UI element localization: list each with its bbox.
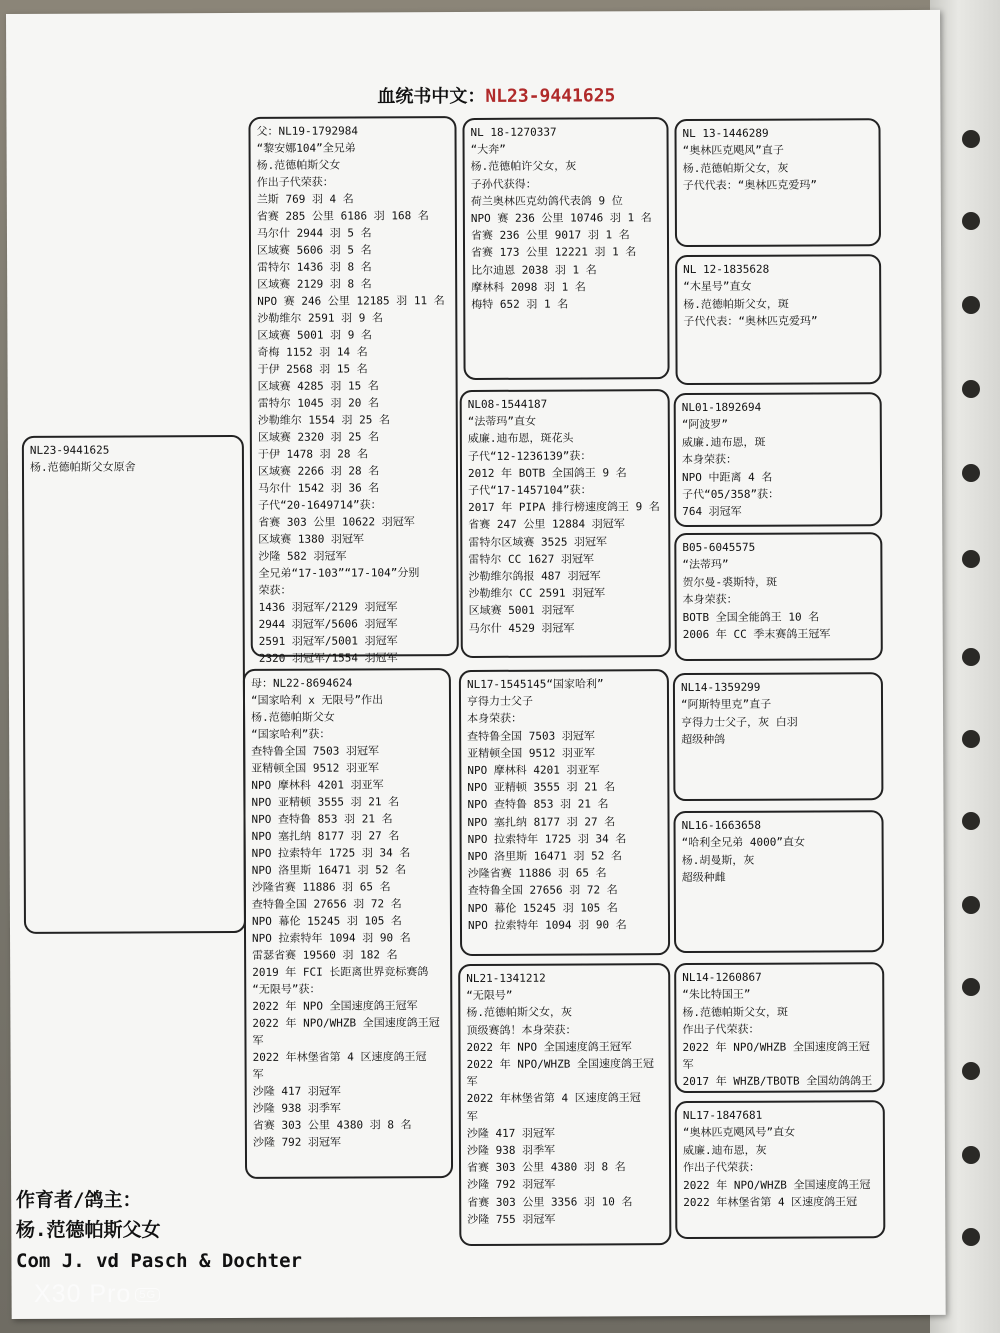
binder-hole (962, 1062, 980, 1080)
watermark-brand: X30 Pro (34, 1280, 132, 1308)
dam-dam-line: 省赛 303 公里 4380 羽 8 名 (467, 1160, 626, 1175)
sire-box (248, 116, 458, 665)
sire-line: 区域赛 5001 羽 9 名 (257, 328, 373, 342)
sd-sire-box (674, 392, 883, 527)
dam-line: 查特鲁全国 27656 羽 72 名 (251, 897, 402, 911)
sire-dam-line: 子代“17-1457104”获： (468, 483, 592, 498)
sire-line: 区域赛 2266 羽 28 名 (257, 464, 380, 478)
sire-line: 马尔什 2944 羽 5 名 (256, 226, 372, 240)
dam-sire-line: 查特鲁全国 7503 羽冠军 (467, 729, 595, 743)
sire-sire-line: 省赛 236 公里 9017 羽 1 名 (470, 228, 630, 243)
sire-sire-line: 比尔迪恩 2038 羽 1 名 (471, 263, 597, 277)
binder-hole (962, 380, 980, 398)
sire-dam-line: 沙勒维尔 CC 2591 羽冠军 (468, 586, 606, 601)
dam-line: “国家哈利”获： (251, 727, 331, 741)
dam-dam-line: 杨.范德帕斯父女，灰 (466, 1005, 573, 1020)
great-grandparent-line: 贺尔曼-裘斯特，斑 (682, 575, 778, 589)
binder-hole (962, 1228, 980, 1246)
sire-line: 奇梅 1152 羽 14 名 (257, 345, 368, 359)
dam-line: NPO 亚精顿 3555 羽 21 名 (251, 795, 400, 809)
dam-sire-line: NPO 洛里斯 16471 羽 52 名 (467, 849, 623, 864)
sire-sire-line: “大奔” (470, 143, 506, 157)
dam-line: 母：NL22-8694624 (250, 676, 353, 690)
ss-dam-box (675, 254, 882, 385)
binder-hole (962, 130, 980, 148)
sire-line: 2591 羽冠军/5001 羽冠军 (258, 634, 398, 648)
great-grandparent-line: NL17-1847681 (682, 1108, 763, 1123)
sire-line: 区域赛 2129 羽 8 名 (257, 277, 372, 291)
great-grandparent-line: 威廉.迪布恩，灰 (682, 1143, 767, 1157)
great-grandparent-line: 军 (682, 1058, 694, 1072)
great-grandparent-line: 764 羽冠军 (682, 505, 742, 519)
dam-line: 军 (252, 1067, 264, 1081)
great-grandparent-line: NL14-1260867 (682, 970, 762, 985)
great-grandparent-line: NL 12-1835628 (683, 262, 770, 277)
dam-line: 查特鲁全国 7503 羽冠军 (251, 744, 379, 758)
dam-dam-line: NL21-1341212 (466, 971, 546, 986)
dam-dam-line: 沙隆 755 羽冠军 (467, 1212, 556, 1226)
binder-hole (962, 896, 980, 914)
great-grandparent-line: 亨得力士父子，灰 白羽 (681, 715, 798, 729)
sire-line: 2944 羽冠军/5606 羽冠军 (258, 617, 398, 631)
pedigree-sheet (6, 10, 946, 1319)
dam-sire-line: 亚精顿全国 9512 羽亚军 (467, 746, 596, 760)
dam-sire-box (459, 669, 670, 956)
great-grandparent-line: “法蒂玛” (682, 558, 729, 572)
sire-line: 子代“20-1649714”获： (258, 498, 382, 512)
dam-line: 沙隆 938 羽季军 (252, 1101, 341, 1115)
dam-line: “无限号”获： (252, 982, 321, 996)
great-grandparent-line: 杨.胡曼斯，灰 (681, 853, 755, 867)
dam-line: 杨.范德帕斯父女 (251, 710, 335, 724)
breeder-name-cn: 杨.范德帕斯父女 (16, 1219, 161, 1241)
breeder-footer (16, 1185, 302, 1277)
dam-sire-line: NPO 塞扎纳 8177 羽 27 名 (467, 814, 616, 829)
sire-dam-line: 威廉.迪布恩，斑花头 (467, 431, 574, 446)
dam-line: 沙隆 792 羽冠军 (252, 1135, 342, 1149)
great-grandparent-line: 本身荣获： (682, 593, 738, 607)
sire-line: 全兄弟“17-103”“17-104”分别 (258, 566, 420, 580)
dam-dam-line: 沙隆 792 羽冠军 (467, 1178, 556, 1192)
sire-sire-line: 摩林科 2098 羽 1 名 (471, 280, 586, 294)
great-grandparent-line: 杨.范德帕斯父女，灰 (682, 161, 789, 175)
sire-line: 沙勒维尔 1554 羽 25 名 (257, 413, 391, 427)
ss-sire-box (674, 118, 881, 247)
great-grandparent-line: “哈利全兄弟 4000”直女 (681, 835, 806, 850)
dam-line: 2019 年 FCI 长距离世界竞标赛鸽 (252, 965, 429, 979)
dam-line: 沙隆省赛 11886 羽 65 名 (251, 880, 391, 894)
great-grandparent-line: 威廉.迪布恩，斑 (681, 435, 766, 449)
dam-line: NPO 洛里斯 16471 羽 52 名 (251, 863, 407, 877)
dam-box (243, 668, 453, 1179)
binder-hole (962, 212, 980, 230)
great-grandparent-line: 超级种雌 (681, 871, 726, 885)
dam-line: NPO 塞扎纳 8177 羽 27 名 (251, 829, 400, 843)
sire-line: 作出子代荣获： (256, 175, 334, 189)
sire-line: 区域赛 5606 羽 5 名 (257, 243, 372, 257)
great-grandparent-line: 子代代表：“奥林匹克爱玛” (682, 178, 818, 193)
sire-line: “黎安娜104”全兄弟 (256, 141, 356, 155)
sire-dam-line: 2012 年 BOTB 全国鸽王 9 名 (467, 466, 627, 480)
dam-line: NPO 查特鲁 853 羽 21 名 (251, 812, 393, 826)
great-grandparent-line: “朱比特国王” (682, 988, 751, 1002)
ds-sire-box (673, 672, 884, 801)
dam-line: 亚精顿全国 9512 羽亚军 (251, 761, 380, 775)
sd-dam-box (674, 532, 883, 661)
dam-sire-line: NL17-1545145“国家哈利” (466, 677, 604, 691)
great-grandparent-line: NL 13-1446289 (682, 126, 769, 141)
great-grandparent-line: 本身荣获： (681, 453, 737, 467)
sire-line: 省赛 285 公里 6186 羽 168 名 (256, 209, 429, 223)
dam-sire-line: 亨得力士父子 (466, 694, 534, 709)
great-grandparent-line: 杨.范德帕斯父女，斑 (683, 297, 789, 311)
dam-sire-line: NPO 拉索特年 1725 羽 34 名 (467, 832, 627, 846)
sire-line: 荣获： (258, 583, 292, 597)
great-grandparent-line: 2022 年林堡省第 4 区速度鸽王冠 (683, 1195, 858, 1210)
sire-sire-box (462, 117, 669, 380)
sire-sire-line: 子孙代获得： (470, 177, 537, 191)
dam-dam-line: 顶级赛鸽！本身荣获： (466, 1023, 577, 1037)
sire-line: 区域赛 4285 羽 15 名 (257, 379, 379, 393)
title-prefix: 血统书中文： (377, 85, 486, 108)
great-grandparent-line: “奥林匹克飓风号”直女 (682, 1125, 796, 1140)
sire-dam-line: 2017 年 PIPA 排行榜速度鸽王 9 名 (468, 500, 660, 515)
dam-line: 2022 年 NPO 全国速度鸽王冠军 (252, 999, 418, 1013)
binder-hole (962, 550, 980, 568)
great-grandparent-line: BOTB 全国全能鸽王 10 名 (682, 610, 820, 624)
dam-dam-line: 2022 年林堡省第 4 区速度鸽王冠 (466, 1091, 641, 1106)
sire-line: 杨.范德帕斯父女 (256, 158, 341, 172)
subject-line: NL23-9441625 (29, 443, 110, 457)
great-grandparent-line: “阿斯特里克”直子 (680, 698, 772, 712)
sire-dam-line: 雷特尔 CC 1627 羽冠军 (468, 552, 595, 566)
sire-sire-line: NL 18-1270337 (470, 125, 557, 139)
dd-sire-box (674, 962, 885, 1093)
sire-line: 雷特尔 1045 羽 20 名 (257, 396, 379, 410)
great-grandparent-line: NL01-1892694 (681, 400, 762, 415)
great-grandparent-line: NL16-1663658 (681, 818, 762, 833)
ds-dam-box (673, 810, 884, 953)
great-grandparent-line: B05-6045575 (682, 540, 756, 555)
great-grandparent-line: 2017 年 WHZB/TBOTB 全国幼鸽鸽王 (682, 1074, 873, 1089)
dam-sire-line: NPO 拉索特年 1094 羽 90 名 (467, 918, 627, 932)
dd-dam-box (675, 1100, 886, 1239)
subject-line: 杨.范德帕斯父女原舍 (29, 460, 136, 475)
dam-dam-line: 军 (466, 1075, 478, 1089)
great-grandparent-line: “阿波罗” (681, 418, 729, 432)
title-code: NL23-9441625 (485, 85, 616, 107)
dam-sire-line: NPO 查特鲁 853 羽 21 名 (467, 797, 609, 812)
binder-hole (962, 812, 980, 830)
dam-dam-line: 沙隆 417 羽冠军 (466, 1126, 556, 1140)
great-grandparent-line: “木星号”直女 (683, 280, 752, 294)
sire-dam-line: NL08-1544187 (467, 397, 548, 411)
sire-sire-line: 杨.范德帕许父女，灰 (470, 159, 577, 174)
great-grandparent-line: 超级种鸽 (681, 733, 726, 747)
binder-hole (962, 978, 980, 996)
sire-line: 雷特尔 1436 羽 8 名 (257, 260, 372, 274)
camera-watermark (34, 1280, 160, 1309)
great-grandparent-line: 作出子代荣获： (682, 1022, 760, 1037)
sire-dam-line: 马尔什 4529 羽冠军 (468, 621, 575, 635)
binder-hole (962, 296, 980, 314)
sire-line: 马尔什 1542 羽 36 名 (258, 481, 380, 495)
dam-line: 沙隆 417 羽冠军 (252, 1084, 341, 1098)
dam-dam-line: 省赛 303 公里 3356 羽 10 名 (467, 1194, 633, 1209)
great-grandparent-line: 2022 年 NPO/WHZB 全国速度鸽王冠 (683, 1177, 871, 1192)
dam-dam-box (458, 963, 671, 1246)
dam-line: 雷瑟省赛 19560 羽 182 名 (252, 948, 398, 962)
great-grandparent-line: 2022 年 NPO/WHZB 全国速度鸽王冠 (682, 1039, 870, 1054)
dam-line: 军 (252, 1033, 264, 1047)
great-grandparent-line: “奥林匹克飓风”直子 (682, 144, 784, 158)
sire-dam-line: 区域赛 5001 羽冠军 (468, 603, 575, 618)
sire-line: 沙隆 582 羽冠军 (258, 549, 347, 563)
great-grandparent-line: NL14-1359299 (680, 680, 761, 695)
dam-line: NPO 幕伦 15245 羽 105 名 (251, 914, 402, 928)
watermark-badge: 5G (135, 1288, 160, 1302)
great-grandparent-line: 子代“05/358”获： (682, 487, 780, 502)
great-grandparent-line: 2006 年 CC 季末赛鸽王冠军 (682, 627, 831, 642)
dam-line: 省赛 303 公里 4380 羽 8 名 (252, 1118, 412, 1132)
sire-line: 区域赛 1380 羽冠军 (258, 532, 365, 546)
dam-sire-line: 查特鲁全国 27656 羽 72 名 (467, 883, 618, 898)
sire-dam-line: 省赛 247 公里 12884 羽冠军 (468, 517, 625, 532)
dam-dam-line: 军 (466, 1109, 478, 1123)
sire-sire-line: 省赛 173 公里 12221 羽 1 名 (471, 245, 637, 260)
sire-line: 省赛 303 公里 10622 羽冠军 (258, 515, 415, 529)
sire-sire-line: 梅特 652 羽 1 名 (471, 297, 569, 312)
sire-line: NPO 赛 246 公里 12185 羽 11 名 (257, 294, 445, 308)
sire-line: 于伊 1478 羽 28 名 (257, 447, 369, 461)
dam-line: “国家哈利 x 无限号”作出 (250, 693, 384, 707)
sire-line: 1436 羽冠军/2129 羽冠军 (258, 600, 398, 614)
binder-hole (962, 648, 980, 666)
sire-line: 区域赛 2320 羽 25 名 (257, 430, 380, 444)
great-grandparent-line: NPO 中距离 4 名 (681, 470, 773, 484)
sire-line: 父：NL19-1792984 (256, 124, 359, 138)
dam-dam-line: 沙隆 938 羽季军 (466, 1143, 556, 1158)
binder-hole (962, 1146, 980, 1164)
breeder-label: 作育者/鸽主： (16, 1189, 142, 1211)
breeder-name-en: Com J. vd Pasch & Dochter (16, 1250, 302, 1272)
page-title (336, 81, 656, 108)
great-grandparent-line: 作出子代荣获： (683, 1160, 761, 1175)
sire-dam-line: “法蒂玛”直女 (467, 414, 537, 429)
dam-sire-line: NPO 亚精顿 3555 羽 21 名 (467, 780, 616, 795)
dam-line: NPO 摩林科 4201 羽亚军 (251, 778, 384, 792)
dam-dam-line: 2022 年 NPO/WHZB 全国速度鸽王冠 (466, 1057, 654, 1072)
dam-sire-line: 沙隆省赛 11886 羽 65 名 (467, 866, 607, 881)
sire-line: 沙勒维尔 2591 羽 9 名 (257, 311, 383, 325)
dam-sire-line: NPO 摩林科 4201 羽亚军 (467, 763, 600, 778)
sire-line: 兰斯 769 羽 4 名 (256, 192, 354, 206)
dam-dam-line: 2022 年 NPO 全国速度鸽王冠军 (466, 1040, 632, 1054)
sire-sire-line: NPO 赛 236 公里 10746 羽 1 名 (470, 211, 652, 225)
binder-hole (962, 730, 980, 748)
dam-line: NPO 拉索特年 1094 羽 90 名 (252, 931, 411, 945)
dam-sire-line: 本身荣获： (467, 712, 523, 726)
binder-hole (962, 464, 980, 482)
sire-sire-line: 荷兰奥林匹克幼鸽代表鸽 9 位 (470, 194, 623, 208)
dam-line: 2022 年 NPO/WHZB 全国速度鸽王冠 (252, 1016, 440, 1030)
sire-dam-box (460, 389, 671, 658)
sire-dam-line: 雷特尔区域赛 3525 羽冠军 (468, 535, 608, 549)
sire-line: 于伊 2568 羽 15 名 (257, 362, 368, 376)
dam-dam-line: “无限号” (466, 989, 513, 1003)
dam-sire-line: NPO 幕伦 15245 羽 105 名 (467, 900, 618, 915)
sire-dam-line: 子代“12-1236139”获： (467, 449, 592, 463)
great-grandparent-line: 子代代表：“奥林匹克爱玛” (683, 314, 818, 329)
subject-pigeon-box (22, 435, 246, 934)
dam-line: 2022 年林堡省第 4 区速度鸽王冠 (252, 1050, 427, 1064)
sire-line: 2320 羽冠军/1554 羽冠军 (258, 651, 398, 665)
dam-line: NPO 拉索特年 1725 羽 34 名 (251, 846, 411, 860)
great-grandparent-line: 杨.范德帕斯父女，斑 (682, 1005, 789, 1019)
sire-dam-line: 沙勒维尔鸽报 487 羽冠军 (468, 569, 601, 584)
